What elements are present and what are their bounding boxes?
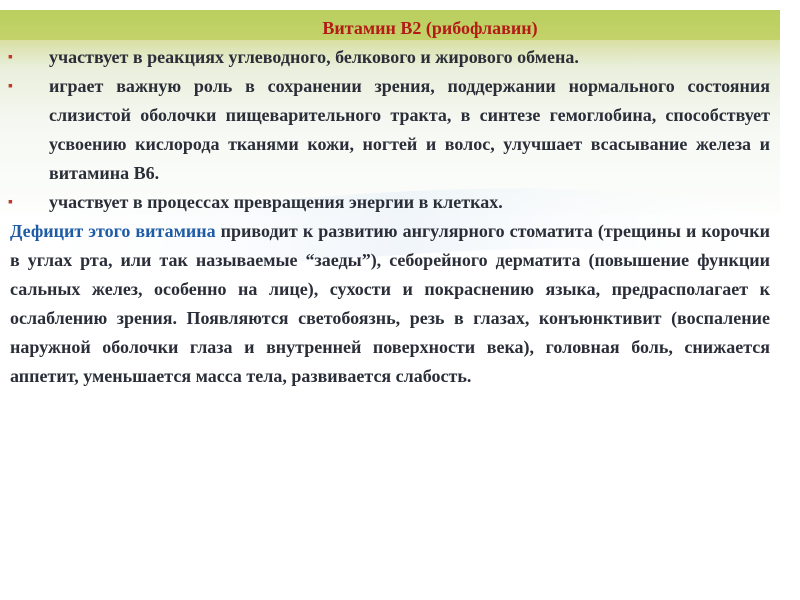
bullet-item (0, 188, 800, 217)
bullet-text: играет важную роль в сохранении зрения, поддержании нормального состояния слизистой оболочки пищеварительного тракта, в синтезе гемоглобина, способствует усвоению кислорода тканями кожи, ногтей и волос, улучшает всасывание железа и витамина В6. (49, 76, 770, 183)
bullet-list (0, 43, 800, 217)
deficit-paragraph (0, 217, 800, 391)
bullet-icon: ▪ (8, 50, 13, 65)
slide-content (0, 14, 800, 391)
deficit-text: приводит к развитию ангулярного стоматита (трещины и корочки в углах рта, или так называемые “заеды”), себорейного дерматита (повышение функции сальных желез, особенно на лице), сухости и покраснению языка, предрасполагает к ослаблению зрения. Появляются светобоязнь, резь в глазах, конъюнктивит (воспаление наружной оболочки глаза и внутренней поверхности века), головная боль, снижается аппетит, уменьшается масса тела, развивается слабость. (10, 221, 770, 386)
bullet-icon: ▪ (8, 195, 13, 210)
bullet-icon: ▪ (8, 79, 13, 94)
bullet-item (0, 43, 800, 72)
deficit-lead: Дефицит этого витамина (10, 221, 216, 241)
slide-title: Витамин В2 (рибофлавин) (322, 18, 538, 38)
bullet-item (0, 72, 800, 188)
bullet-text: участвует в процессах превращения энергии в клетках. (49, 192, 503, 212)
bullet-text: участвует в реакциях углеводного, белкового и жирового обмена. (49, 47, 579, 67)
